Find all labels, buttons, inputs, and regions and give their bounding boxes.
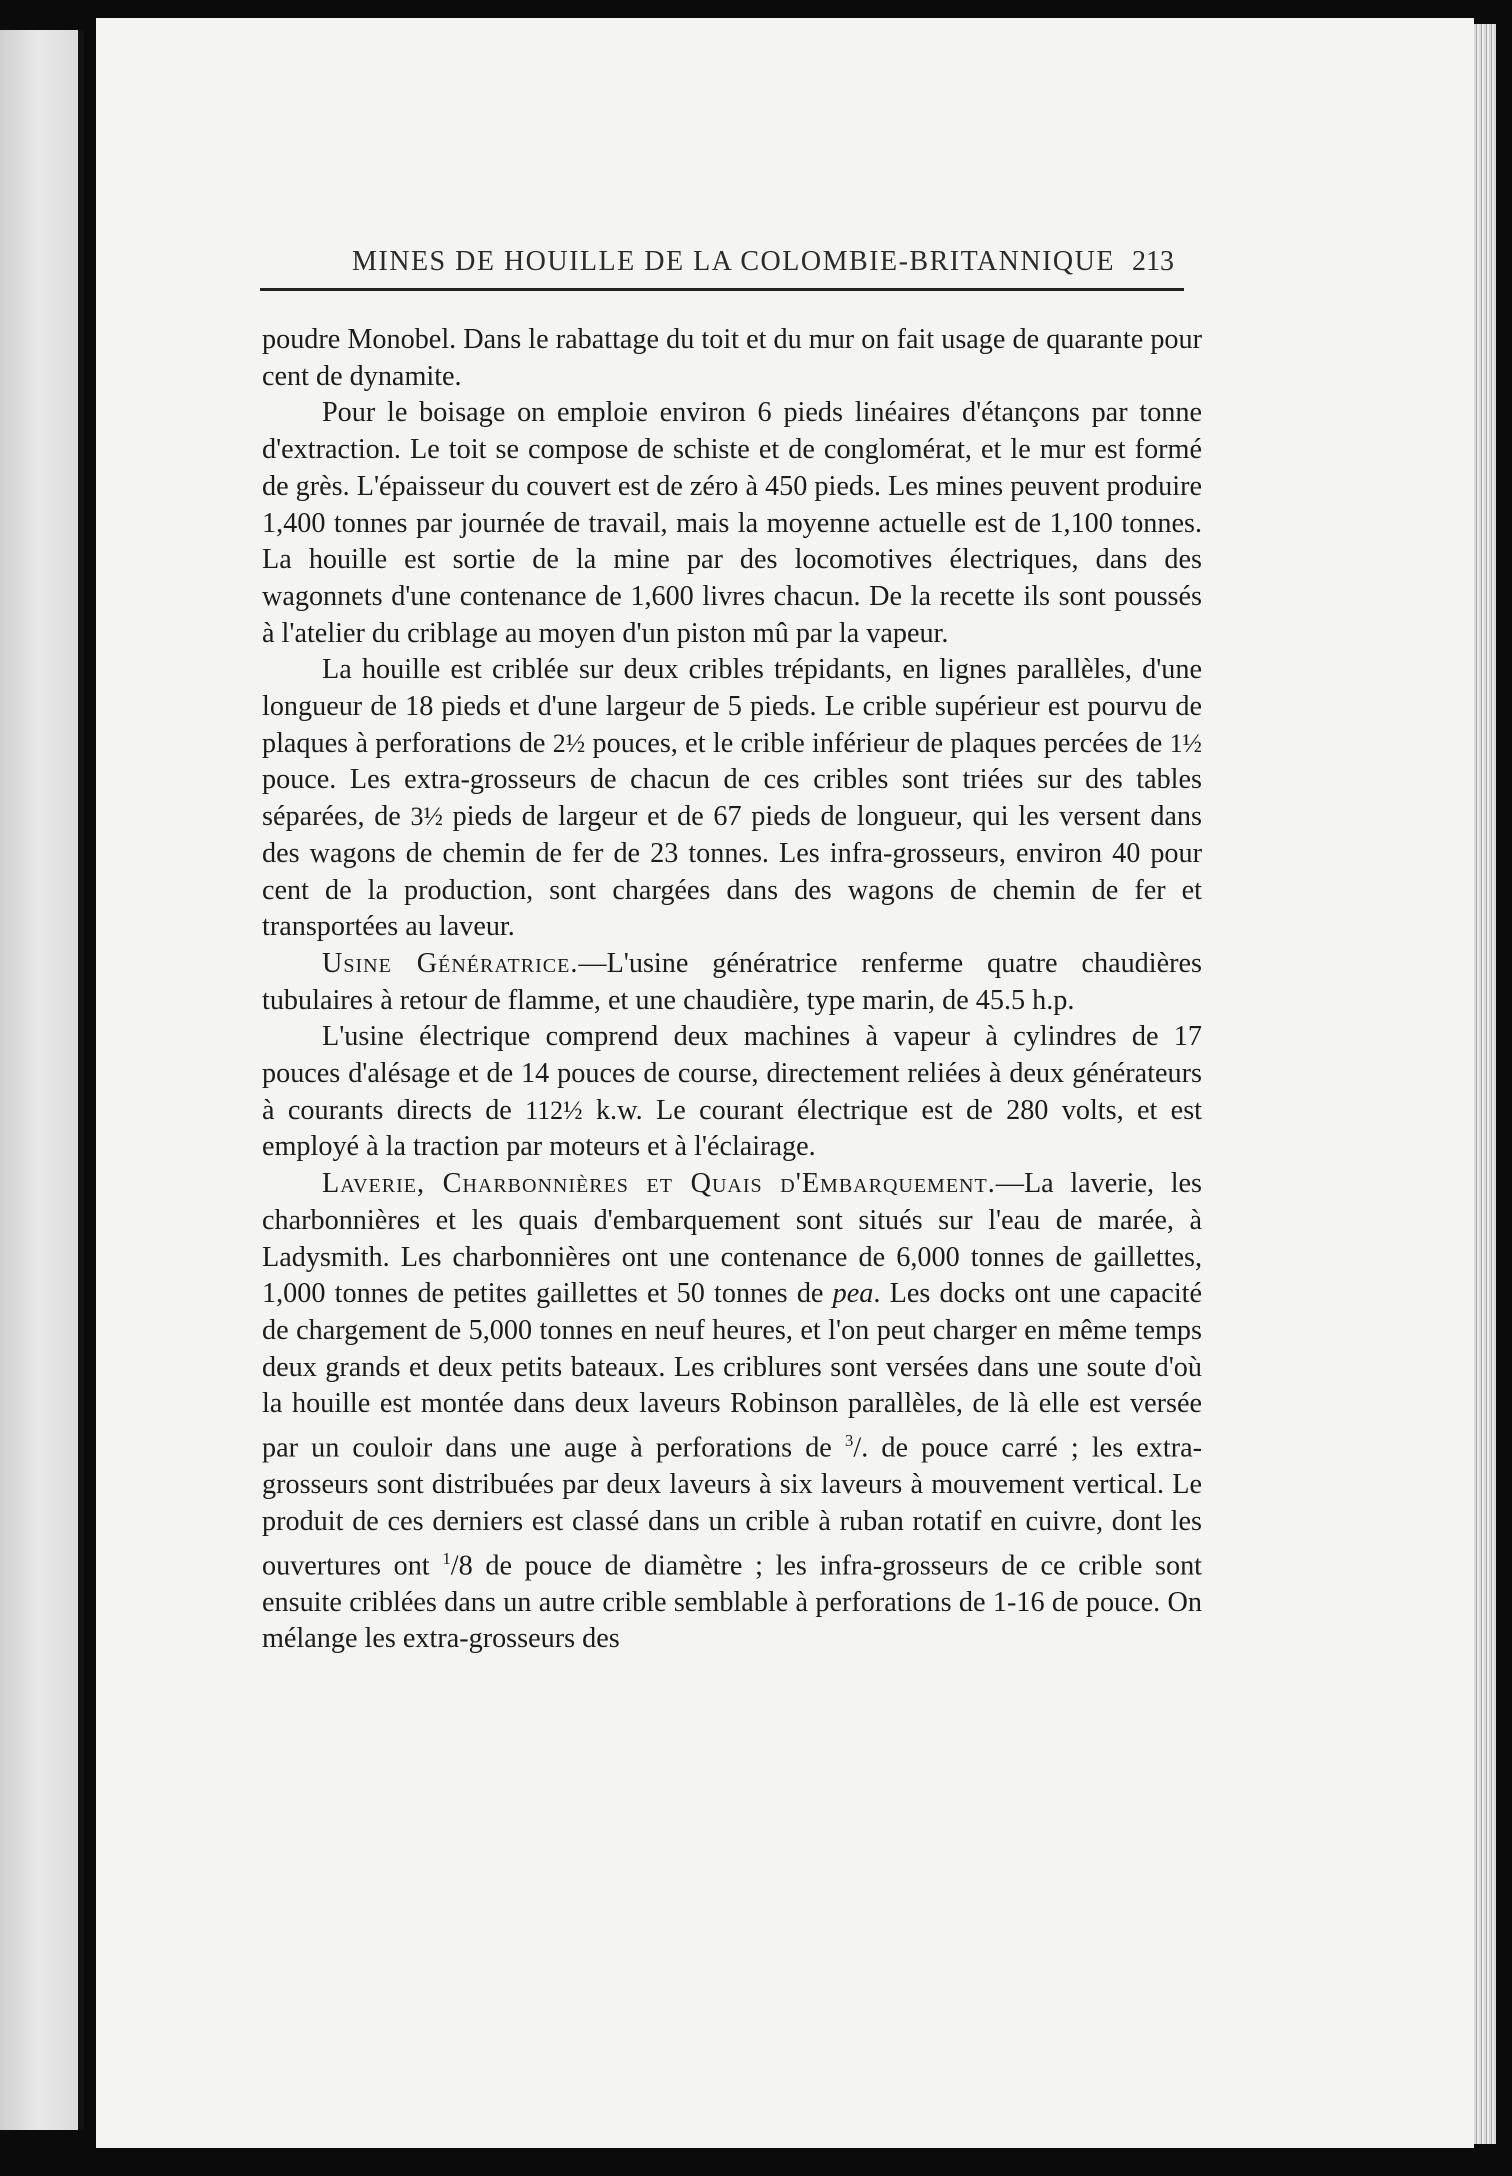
paragraph-6: Laverie, Charbonnières et Quais d'Embarquement.—La laverie, les charbonnières et les quais d'embarquement sont situés sur l'eau de marée, à Ladysmith. Les charbonnières ont une contenance de 6,000 tonnes de gaillettes, 1,000 tonnes de petites gaillettes et 50 tonnes de pea. Les docks ont une capacité de chargement de 5,000 tonnes en neuf heures, et l'on peut charger en même temps deux grands et deux petits bateaux. Les criblures sont versées dans une soute d'où la houille est montée dans deux laveurs Robinson parallèles, de là elle est versée par un couloir dans une auge à perforations de $^3$/. de pouce carré ; les extra-grosseurs sont distribuées par deux laveurs à six laveurs à mouvement vertical. Le produit de ces derniers est classé dans un crible à ruban rotatif en cuivre, dont les ouvertures ont $^1$/8 de pouce de diamètre ; les infra-grosseurs de ce crible sont ensuite criblées dans un autre crible semblable à perforations de 1-16 de pouce. On mélange les extra-grosseurs des xyxy=(262,1168,1203,1655)
running-head: MINES DE HOUILLE DE LA COLOMBIE-BRITANNIQUE xyxy=(352,246,1115,277)
body-text xyxy=(262,322,1202,1658)
header-rule xyxy=(260,288,1184,291)
fraction-denominator: /8 xyxy=(450,1549,473,1581)
paragraph-4: Usine Génératrice.—L'usine génératrice renferme quatre chaudières tubulaires à retour de flamme, et une chaudière, type marin, de 45.5 h.p. xyxy=(262,947,1202,1016)
fraction-denominator: /. xyxy=(853,1432,869,1464)
paragraph-2: Pour le boisage on emploie environ 6 pieds linéaires d'étançons par tonne d'extraction. Le toit se compose de schiste et de conglomérat, et le mur est formé de grès. L'épaisseur du couvert est de zéro à 450 pieds. Les mines peuvent produire 1,400 tonnes par journée de travail, mais la moyenne actuelle est de 1,100 tonnes. La houille est sortie de la mine par des locomotives électriques, dans des wagonnets d'une contenance de 1,600 livres chacun. De la recette ils sont poussés à l'atelier du criblage au moyen d'un piston mû par la vapeur. xyxy=(262,397,1202,649)
page-number: 213 xyxy=(1132,246,1174,277)
page-stack-edge xyxy=(1474,24,1496,2144)
italic-term: pea xyxy=(832,1278,874,1310)
facing-page-edge xyxy=(0,30,84,2130)
fraction: 112½ xyxy=(525,1095,583,1125)
fraction: 1½ xyxy=(1169,728,1202,758)
paragraph-3: La houille est criblée sur deux cribles trépidants, en lignes parallèles, d'une longueur de 18 pieds et d'une largeur de 5 pieds. Le crible supérieur est pourvu de plaques à perforations de 2½ pouces, et le crible inférieur de plaques percées de 1½ pouce. Les extra-grosseurs de chacun de ces cribles sont triées sur des tables séparées, de 3½ pieds de largeur et de 67 pieds de longueur, qui les versent dans des wagons de chemin de fer de 23 tonnes. Les infra-grosseurs, environ 40 pour cent de la production, sont chargées dans des wagons de chemin de fer et transportées au laveur. xyxy=(262,654,1202,943)
fraction-numerator: 1 xyxy=(442,1548,451,1568)
fraction: 3½ xyxy=(410,802,443,832)
section-heading: Laverie, Charbonnières et Quais d'Embarquement. xyxy=(322,1168,996,1200)
section-heading: Usine Génératrice. xyxy=(322,947,579,979)
fraction-numerator: 3 xyxy=(844,1431,854,1451)
paragraph-1: poudre Monobel. Dans le rabattage du toit et du mur on fait usage de quarante pour cent de dynamite. xyxy=(262,324,1202,392)
paragraph-5: L'usine électrique comprend deux machines à vapeur à cylindres de 17 pouces d'alésage et de 14 pouces de course, directement reliées à deux générateurs à courants directs de 112½ k.w. Le courant électrique est de 280 volts, et est employé à la traction par moteurs et à l'éclairage. xyxy=(262,1021,1202,1163)
fraction: 2½ xyxy=(552,728,586,758)
